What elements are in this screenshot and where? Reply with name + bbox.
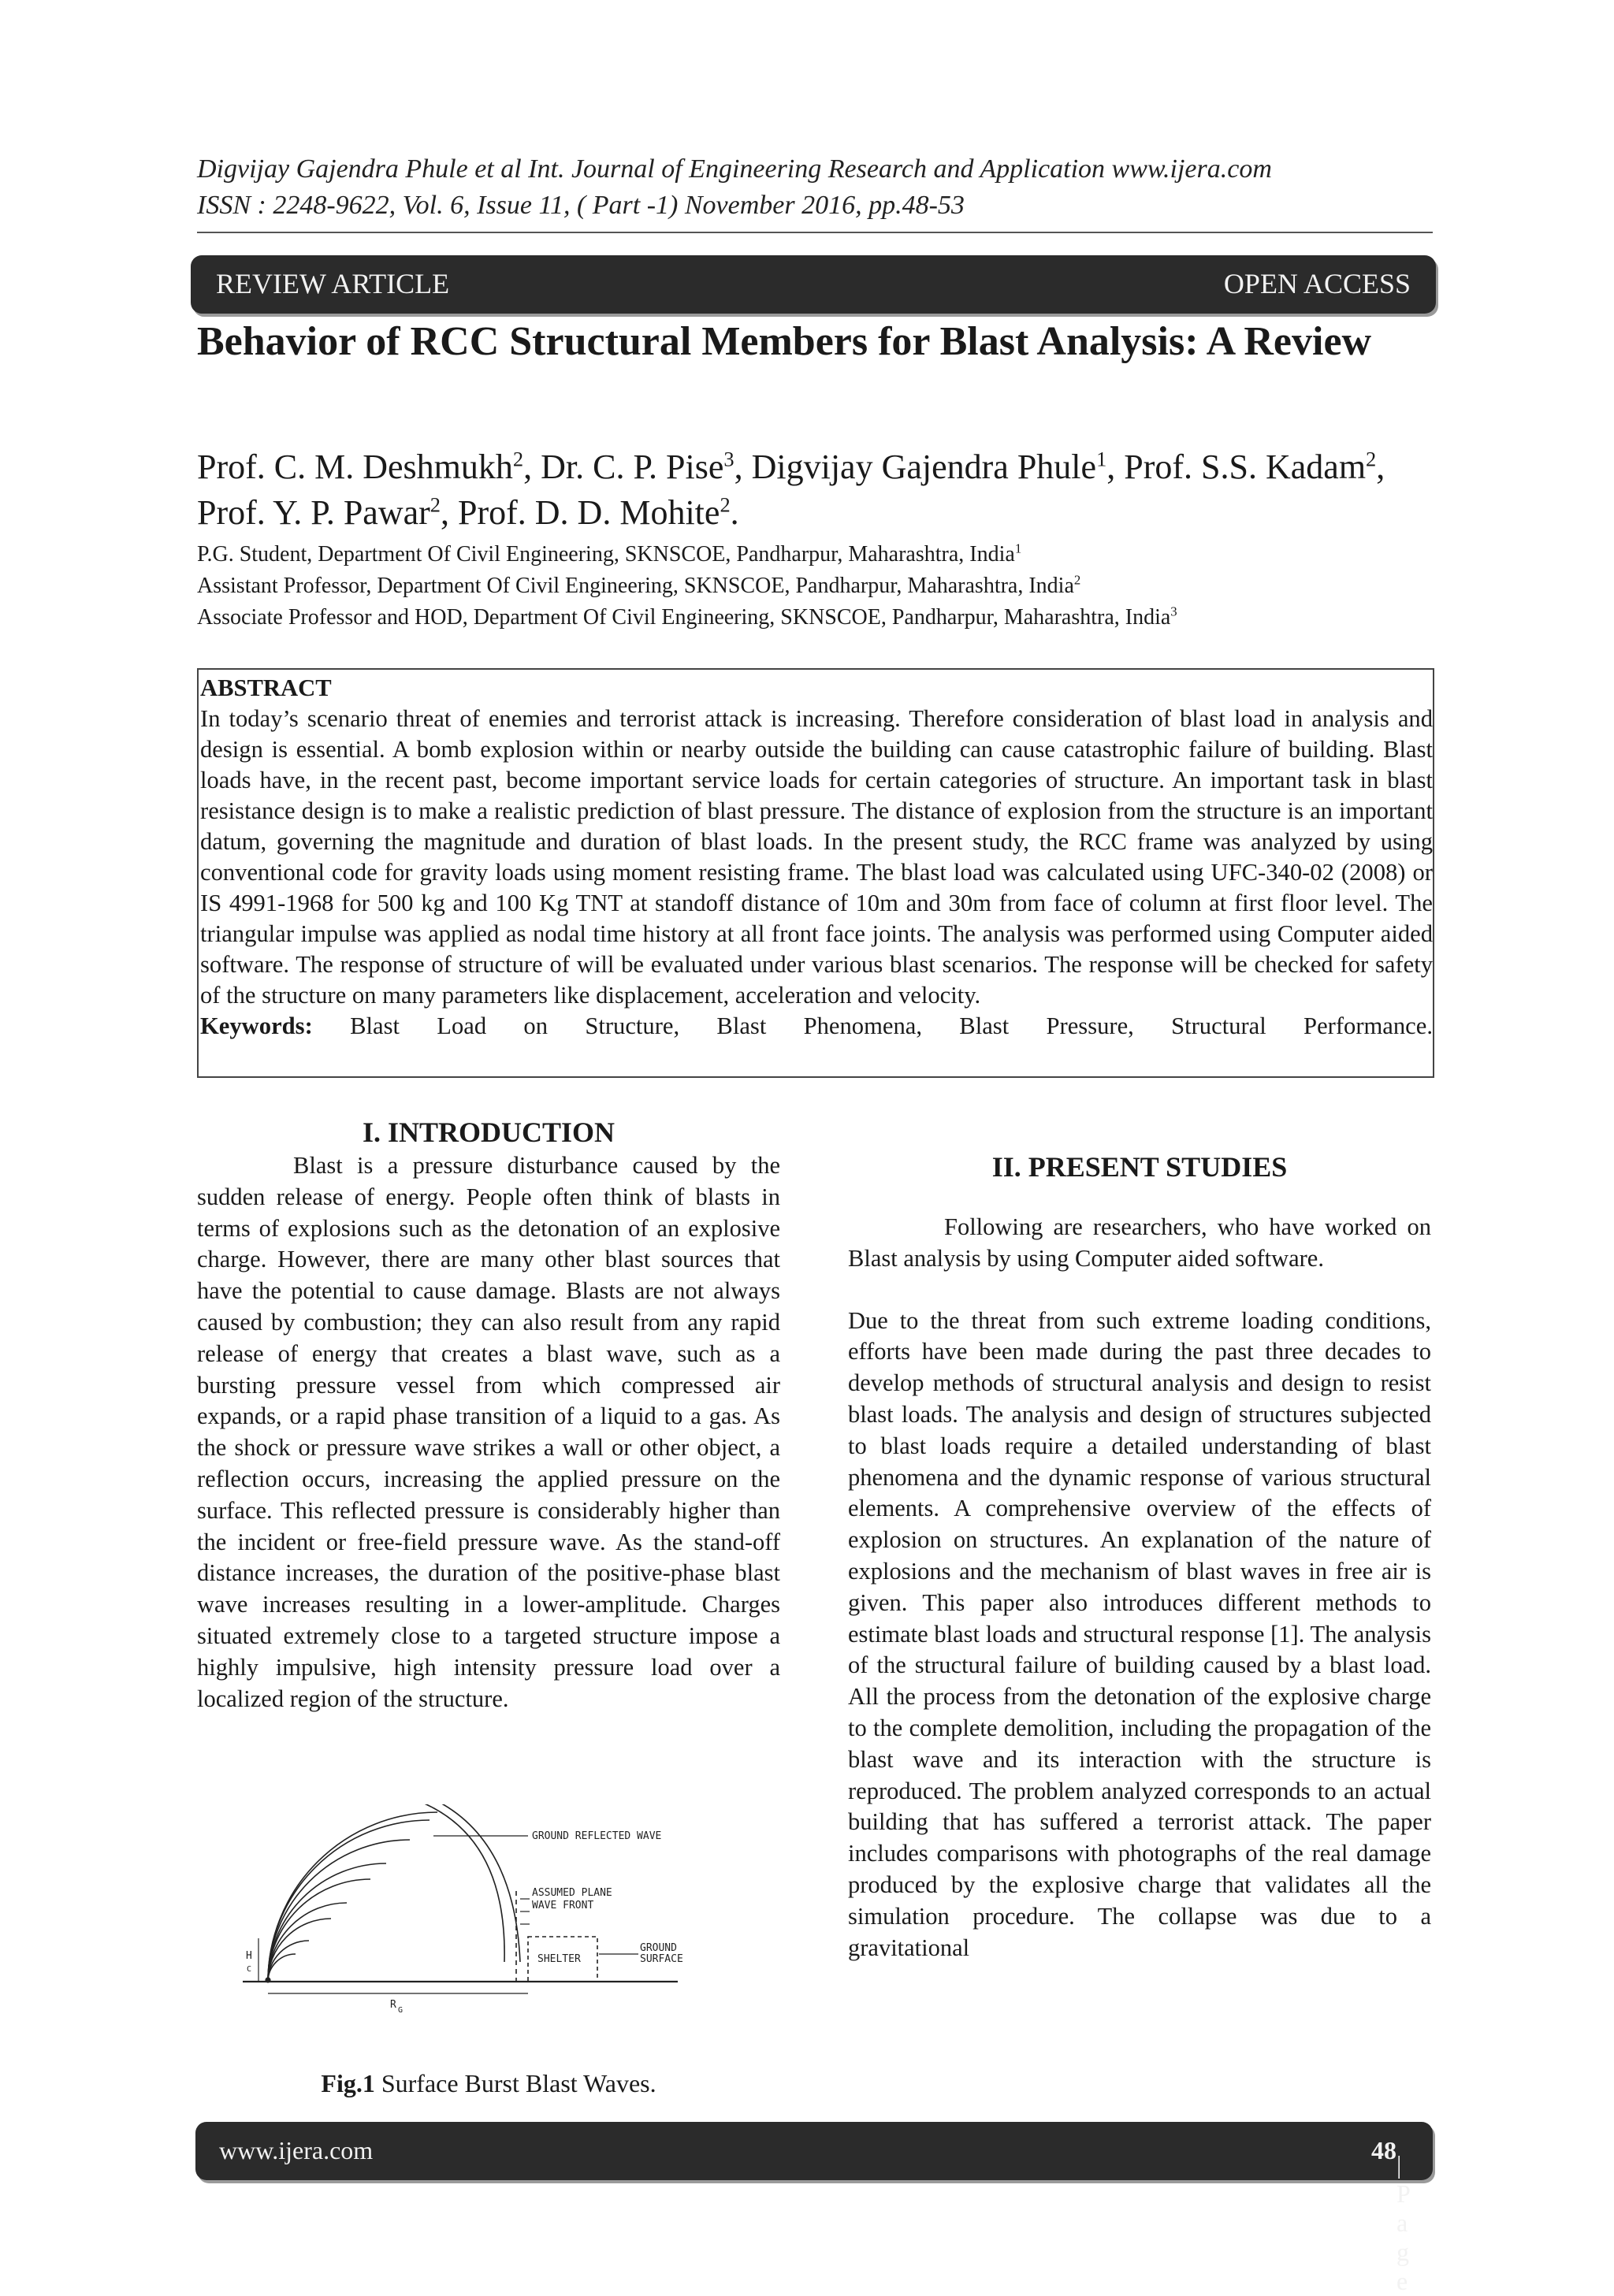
- blast-wave-arc: [366, 1804, 504, 1962]
- wave-front-label: WAVE FRONT: [532, 1900, 594, 1911]
- author: Prof. D. D. Mohite$^2$.: [458, 492, 739, 532]
- affiliation-3: Associate Professor and HOD, Department Of Civil Engineering, SKNSCOE, Pandharpur, Maharashtra, India$^3$: [197, 604, 1177, 630]
- shelter-label: SHELTER: [537, 1953, 581, 1965]
- charge-point: [266, 1978, 270, 1982]
- header-rule: [197, 232, 1433, 233]
- blast-wave-arc: [268, 1812, 437, 1982]
- rg-label: R: [390, 1999, 396, 2011]
- keywords: Keywords: Blast Load on Structure, Blast Phenomena, Blast Pressure, Structural Performance.: [200, 1012, 1433, 1039]
- ground-label: GROUND: [640, 1942, 677, 1954]
- author-list: [197, 444, 1433, 536]
- affiliation-1: P.G. Student, Department Of Civil Engineering, SKNSCOE, Pandharpur, Maharashtra, India$^1$: [197, 541, 1022, 567]
- running-header-journal: Digvijay Gajendra Phule et al Int. Journal of Engineering Research and Application www.ijera.com: [197, 154, 1272, 184]
- page-footer: [195, 2122, 1433, 2295]
- surface-label: SURFACE: [640, 1953, 683, 1965]
- blast-wave-arc: [268, 1903, 347, 1982]
- figure-caption: Fig.1 Surface Burst Blast Waves.: [321, 2069, 656, 2097]
- author: Prof. Y. P. Pawar$^2$,: [197, 492, 458, 532]
- blast-wave-arc: [268, 1863, 386, 1982]
- abstract-heading: ABSTRACT: [200, 674, 332, 701]
- footer-url: www.ijera.com: [219, 2136, 374, 2164]
- abstract-text: In today’s scenario threat of enemies and terrorist attack is increasing. Therefore consideration of blast load in analysis and design is essential. A bomb explosion within or nearby outside the building can cause catastrophic failure of building. Blast loads have, in the recent past, become important service loads for certain categories of structure. An important task in blast resistance design is to make a realistic prediction of blast pressure. The distance of explosion from the structure is an important datum, governing the magnitude and duration of blast loads. In the present study, the RCC frame was analyzed by using conventional code for gravity loads using moment resisting frame. The blast load was calculated using UFC-340-02 (2008) or IS 4991-1968 for 500 kg and 100 Kg TNT at standoff distance of 10m and 30m from face of column at first floor level. The triangular impulse was applied as nodal time history at all front face joints. The analysis was performed using Computer aided software. The response of structure of will be evaluated under various blast scenarios. The response will be checked for safety of the structure on many parameters like displacement, acceleration and velocity.: [200, 705, 1433, 1009]
- present-studies-text: Following are researchers, who have worked on Blast analysis by using Computer aided software. Due to the threat from such extreme loading conditions, efforts have been made during the past three decades to develop methods of structural analysis and design to resist blast loads. The analysis and design of structures subjected to blast loads require a detailed understanding of blast phenomena and the dynamic response of various structural elements. A comprehensive overview of the effects of explosion on structures. An explanation of the nature of explosions and the mechanism of blast waves in free air is given. This paper also introduces different methods to estimate blast loads and structural response [1]. The analysis of the structural failure of building caused by a blast load. All the process from the detonation of the explosive charge to the complete demolition, including the propagation of the blast wave and its interaction with the structure is reproduced. The problem analyzed corresponds to an actual building that has suffered a terrorist attack. The paper includes comparisons with photographs of the real damage produced by the explosive charge that validates all the simulation procedure. The collapse was due to a gravitational: [848, 1213, 1431, 1961]
- author: Dr. C. P. Pise$^3$,: [541, 447, 752, 486]
- blast-wave-arc: [268, 1840, 410, 1982]
- introduction-heading: I. INTRODUCTION: [362, 1116, 615, 1148]
- assumed-plane-label: ASSUMED PLANE: [532, 1887, 612, 1899]
- introduction-text: Blast is a pressure disturbance caused by the sudden release of energy. People often think of blasts in terms of explosions such as the detonation of an explosive charge. However, there are many other blast sources that have the potential to cause damage. Blasts are not always caused by combustion; they can also result from any rapid release of energy that creates a blast wave, such as a bursting pressure vessel from which compressed air expands, or a rapid phase transition of a liquid to a gas. As the shock or pressure wave strikes a wall or other object, a reflection occurs, increasing the applied pressure on the surface. This reflected pressure is considerably higher than the incident or free-field pressure wave. As the stand-off distance increases, the duration of the positive-phase blast wave increases resulting in a lower-amplitude. Charges situated extremely close to a targeted structure impose a highly impulsive, high intensity pressure load over a localized region of the structure.: [197, 1152, 780, 1712]
- keywords-label: Keywords:: [200, 1012, 313, 1039]
- page-number: 48 | P a g e: [1371, 2136, 1410, 2295]
- open-access-label: OPEN ACCESS: [1223, 268, 1411, 299]
- running-header-issn: ISSN : 2248-9622, Vol. 6, Issue 11, ( Part -1) November 2016, pp.48-53: [197, 191, 965, 220]
- review-article-label: REVIEW ARTICLE: [216, 268, 450, 299]
- rg-subscript: G: [398, 2006, 404, 2015]
- author: Digvijay Gajendra Phule$^1$,: [751, 447, 1125, 486]
- ground-reflected-wave-label: GROUND REFLECTED WAVE: [532, 1830, 662, 1842]
- blast-wave-arc: [268, 1879, 370, 1982]
- affiliation-2: Assistant Professor, Department Of Civil Engineering, SKNSCOE, Pandharpur, Maharashtra, India$^2$: [197, 572, 1081, 598]
- blast-wave-arc: [268, 1820, 430, 1982]
- article-type-banner: [191, 255, 1436, 314]
- surface-burst-blast-waves-figure: [236, 1804, 741, 2033]
- hc-label: H: [246, 1950, 252, 1962]
- author: Prof. S.S. Kadam$^2$,: [1124, 447, 1385, 486]
- present-studies-heading: II. PRESENT STUDIES: [991, 1151, 1288, 1183]
- hc-subscript: C: [247, 1965, 252, 1974]
- abstract-box: [197, 668, 1434, 1078]
- paper-title: Behavior of RCC Structural Members for Blast Analysis: A Review: [197, 319, 1372, 364]
- author: Prof. C. M. Deshmukh$^2$,: [197, 447, 541, 486]
